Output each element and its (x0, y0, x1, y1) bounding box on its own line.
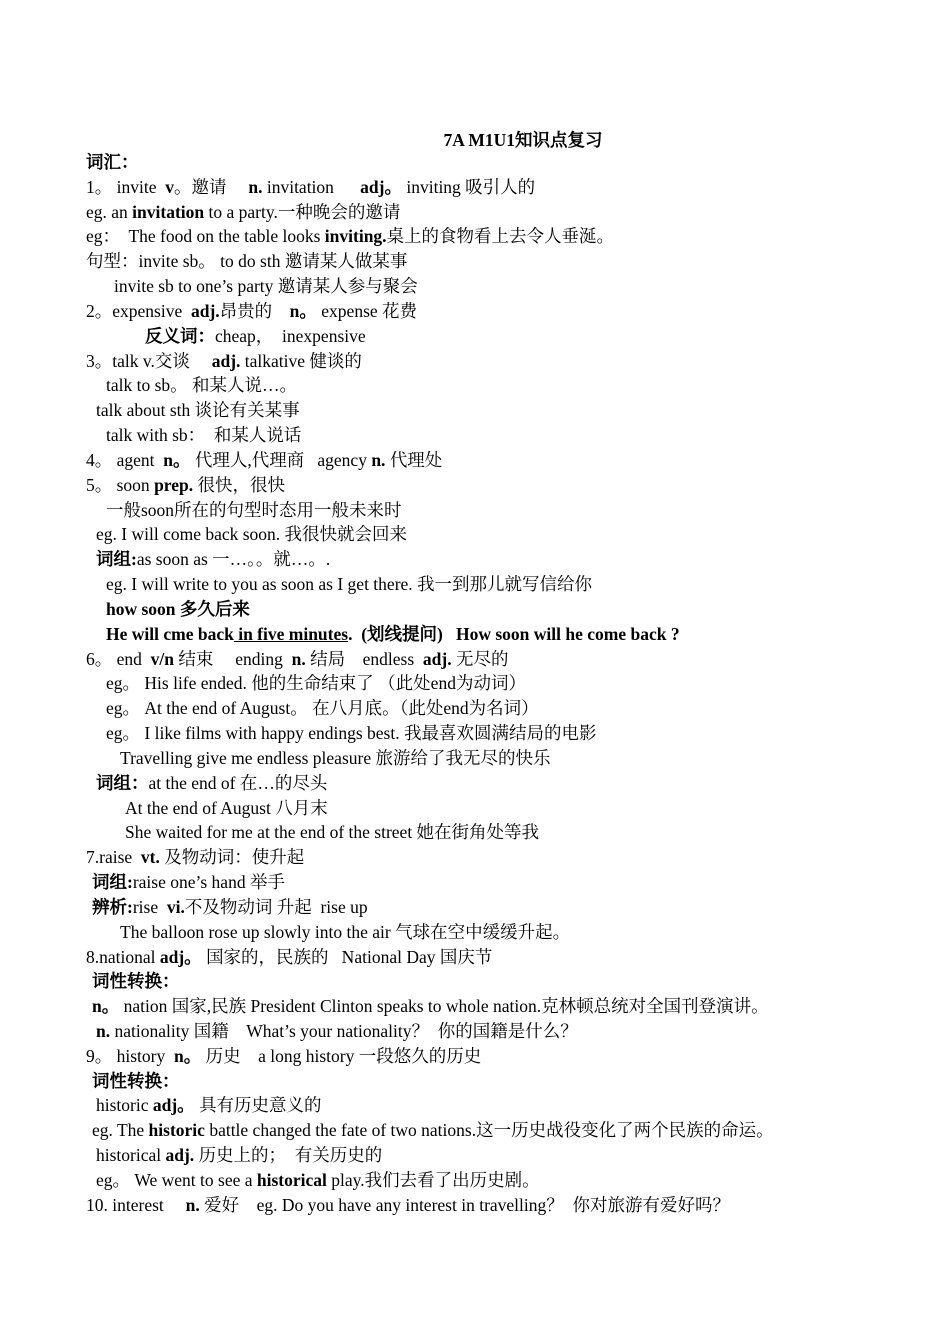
text-segment: n。 (174, 1045, 202, 1066)
text-segment: rise (132, 896, 167, 917)
text-line (0, 572, 950, 597)
text-segment: as soon as 一…。。就…。. (136, 549, 331, 570)
text-segment: talk about sth 谈论有关某事 (96, 400, 300, 421)
text-segment: inviting. (324, 226, 387, 247)
text-segment: 具有历史意义的 (194, 1095, 322, 1116)
text-segment: Travelling give me endless pleasure 旅游给了我无尽的快乐 (120, 747, 551, 768)
text-segment: n。 (163, 449, 191, 470)
text-segment: v/n (150, 648, 175, 669)
text-line (0, 349, 950, 374)
text-line (0, 522, 950, 547)
text-segment: 结束 ending (174, 648, 292, 669)
text-segment: 2。expensive (86, 300, 191, 321)
text-line (0, 1143, 950, 1168)
text-line (0, 473, 950, 498)
text-segment: 很快，很快 (193, 474, 285, 495)
text-line (0, 597, 950, 622)
text-line (0, 895, 950, 920)
text-segment: He will cme back (106, 623, 234, 644)
text-segment: to a party.一种晚会的邀请 (204, 201, 401, 222)
text-segment: cheap， inexpensive (215, 325, 366, 346)
text-segment: 爱好 eg. Do you have any interest in travelling？ 你对旅游有爱好吗？ (199, 1194, 731, 1215)
text-segment: 词性转换： (92, 971, 180, 992)
text-segment: 结局 endless (305, 648, 423, 669)
text-segment: nationality 国籍 What’s your nationality？ 你的国籍是什么？ (110, 1020, 578, 1041)
text-segment: adj。 (152, 1095, 195, 1116)
text-line (0, 1118, 950, 1143)
text-line (0, 299, 950, 324)
text-segment: 桌上的食物看上去令人垂涎。 (386, 226, 615, 247)
text-line (0, 622, 950, 647)
text-segment: eg. an (86, 201, 133, 222)
text-line (0, 547, 950, 572)
text-line (0, 746, 950, 771)
text-segment: in five minutes (233, 623, 349, 644)
text-segment: historical (96, 1145, 166, 1166)
text-segment: 代理人,代理商 agency (190, 449, 372, 470)
text-segment: eg. The (92, 1120, 149, 1141)
text-segment: n。 (289, 300, 317, 321)
text-segment: n。 (92, 996, 120, 1017)
text-segment: 无尽的 (451, 648, 509, 669)
text-segment: 词组: (92, 872, 133, 893)
text-segment: 词性转换： (92, 1070, 180, 1091)
text-segment: n. (291, 648, 306, 669)
text-segment: 9。 history (86, 1045, 174, 1066)
text-line (0, 969, 950, 994)
text-segment: 代理处 (385, 449, 443, 470)
text-line (0, 274, 950, 299)
text-segment: battle changed the fate of two nations.这一历史战役变化了两个民族的命运。 (204, 1120, 774, 1141)
text-line (0, 920, 950, 945)
text-segment: historical (256, 1169, 327, 1190)
text-line (0, 200, 950, 225)
text-segment: at the end of 在…的尽头 (148, 772, 328, 793)
text-segment: nation 国家,民族 President Clinton speaks to whole nation.克林顿总统对全国刊登演讲。 (119, 996, 769, 1017)
text-line (0, 175, 950, 200)
text-segment: 历史 a long history 一段悠久的历史 (201, 1045, 482, 1066)
text-line (0, 820, 950, 845)
document-title: 7A M1U1知识点复习 (443, 130, 603, 150)
text-segment: talk to sb。 和某人说…。 (106, 375, 298, 396)
text-line (0, 423, 950, 448)
text-segment: n. (248, 176, 263, 197)
text-line (0, 945, 950, 970)
text-segment: eg。 I like films with happy endings best. 我最喜欢圆满结局的电影 (106, 723, 597, 744)
text-line (0, 1044, 950, 1069)
text-line (0, 373, 950, 398)
text-line (0, 845, 950, 870)
text-segment: v (165, 176, 174, 197)
text-line (0, 1069, 950, 1094)
text-segment: historic (96, 1095, 153, 1116)
text-segment: adj. (422, 648, 452, 669)
text-segment: invitation (132, 201, 205, 222)
text-segment: 1。 invite (86, 176, 166, 197)
text-segment: 4。 agent (86, 449, 164, 470)
document-body (0, 150, 950, 1218)
text-segment: how soon 多久后来 (106, 598, 250, 619)
text-segment: vt. (140, 847, 160, 868)
text-segment: 词汇： (86, 152, 139, 172)
text-segment: 3。talk v.交谈 (86, 350, 212, 371)
text-segment: adj。 (159, 946, 202, 967)
text-segment: She waited for me at the end of the street 她在街角处等我 (125, 822, 540, 843)
text-segment: talkative 健谈的 (240, 350, 362, 371)
text-segment: 反义词： (145, 325, 215, 346)
text-segment: eg. I will come back soon. 我很快就会回来 (96, 524, 408, 545)
text-line (0, 1019, 950, 1044)
text-segment: 句型：invite sb。 to do sth 邀请某人做某事 (86, 251, 408, 272)
text-segment: invitation (262, 176, 361, 197)
text-segment: 7.raise (86, 847, 141, 868)
text-segment: 一般soon所在的句型时态用一般未来时 (106, 499, 402, 520)
text-line (0, 249, 950, 274)
text-segment: 。邀请 (173, 176, 249, 197)
text-line (0, 224, 950, 249)
text-line (0, 448, 950, 473)
text-segment: eg. I will write to you as soon as I get there. 我一到那儿就写信给你 (106, 574, 593, 595)
text-segment: n. (371, 449, 386, 470)
text-line (0, 1193, 950, 1218)
text-line (0, 398, 950, 423)
text-segment: 词组: (96, 549, 137, 570)
text-segment: eg。 His life ended. 他的生命结束了 （此处end为动词） (106, 673, 526, 694)
text-segment: invite sb to one’s party 邀请某人参与聚会 (114, 276, 418, 297)
text-segment: 及物动词：使升起 (159, 847, 305, 868)
text-segment: 历史上的； 有关历史的 (194, 1145, 383, 1166)
text-line (0, 696, 950, 721)
text-segment: . (划线提问) How soon will he come back ? (348, 623, 680, 644)
text-segment: adj. (190, 300, 220, 321)
text-segment: 辨析: (92, 896, 133, 917)
text-line (0, 671, 950, 696)
text-segment: adj. (211, 350, 241, 371)
text-line (0, 324, 950, 349)
text-segment: 5。 soon (86, 474, 155, 495)
text-segment: adj。 (360, 176, 402, 197)
text-segment: play.我们去看了出历史剧。 (326, 1169, 540, 1190)
text-line (0, 796, 950, 821)
text-segment: 6。 end (86, 648, 151, 669)
text-segment: n. (96, 1020, 111, 1041)
text-line (0, 870, 950, 895)
text-segment: The balloon rose up slowly into the air 气球在空中缓缓升起。 (120, 921, 571, 942)
text-segment: 国家的，民族的 National Day 国庆节 (201, 946, 493, 967)
text-segment: expense 花费 (316, 300, 418, 321)
text-segment: At the end of August 八月末 (125, 797, 328, 818)
text-segment: 10. interest (86, 1194, 186, 1215)
text-segment: eg。 We went to see a (96, 1169, 257, 1190)
text-segment: 词组： (96, 772, 149, 793)
text-segment: adj. (165, 1145, 195, 1166)
text-segment: talk with sb： 和某人说话 (106, 425, 302, 446)
text-line (0, 771, 950, 796)
text-segment: raise one’s hand 举手 (132, 872, 285, 893)
text-line (0, 721, 950, 746)
text-segment: 昂贵的 (219, 300, 290, 321)
text-line (0, 1168, 950, 1193)
text-segment: prep. (154, 474, 194, 495)
text-segment: 8.national (86, 946, 160, 967)
text-segment: 不及物动词 升起 rise up (184, 896, 368, 917)
text-segment: vi. (166, 896, 185, 917)
text-segment: n. (185, 1194, 200, 1215)
text-segment: eg。 At the end of August。 在八月底。（此处end为名词） (106, 698, 539, 719)
text-segment: eg： The food on the table looks (86, 226, 325, 247)
text-line (0, 150, 950, 175)
text-segment: historic (148, 1120, 205, 1141)
text-line (0, 994, 950, 1019)
text-segment: inviting 吸引人的 (401, 176, 536, 197)
text-line (0, 647, 950, 672)
text-line (0, 498, 950, 523)
text-line (0, 1093, 950, 1118)
